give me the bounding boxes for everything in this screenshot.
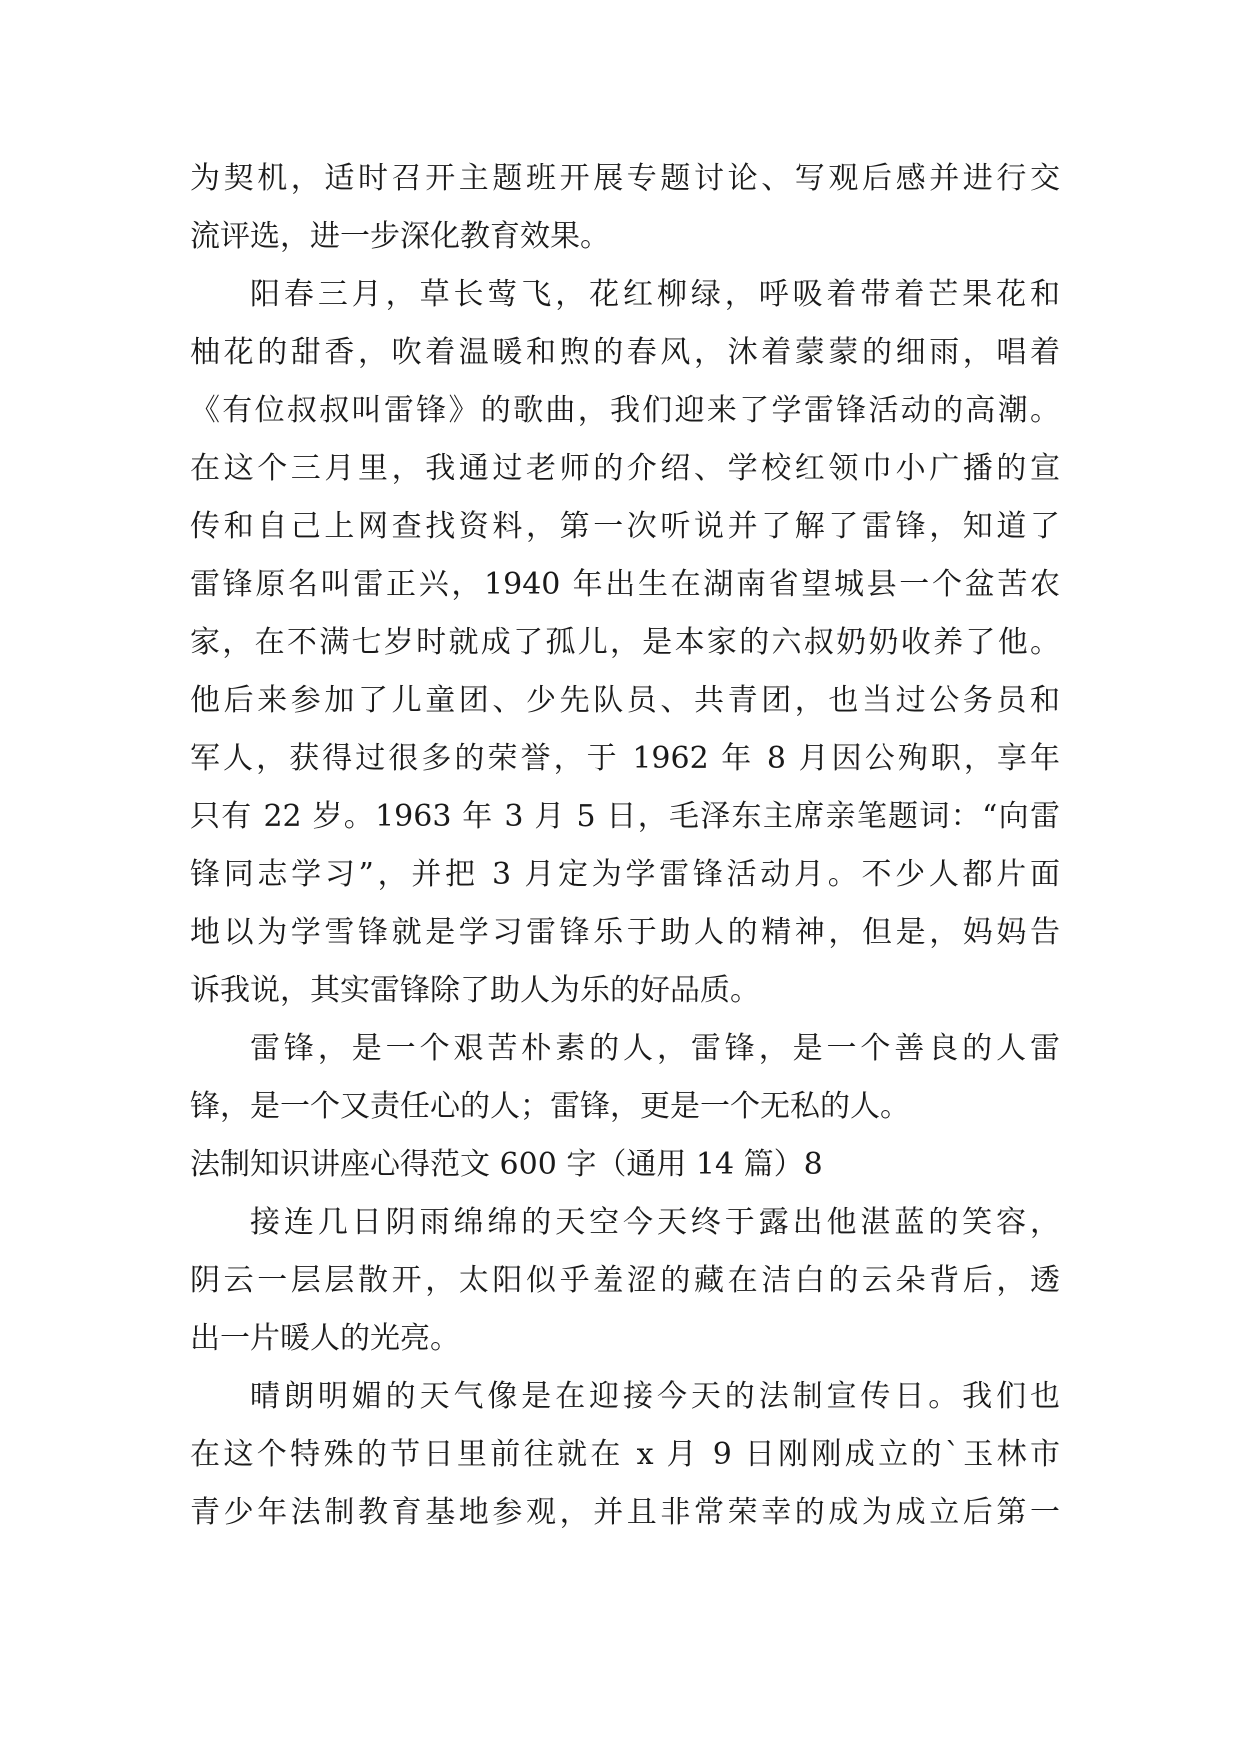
- text-line: 阴云一层层散开，太阳似乎羞涩的藏在洁白的云朵背后，透: [190, 1263, 1060, 1298]
- text-line: 军人，获得过很多的荣誉，于 1962 年 8 月因公殉职，享年: [190, 741, 1060, 776]
- text-line: 家，在不满七岁时就成了孤儿，是本家的六叔奶奶收养了他。: [190, 625, 1060, 660]
- text-line: 流评选，进一步深化教育效果。: [190, 219, 610, 254]
- text-line: 在这个三月里，我通过老师的介绍、学校红领巾小广播的宣: [190, 451, 1060, 486]
- text-line: 只有 22 岁。1963 年 3 月 5 日，毛泽东主席亲笔题词：“向雷: [190, 799, 1060, 834]
- paragraph-first-line: 阳春三月，草长莺飞，花红柳绿，呼吸着带着芒果花和: [250, 277, 1060, 312]
- text-line: 雷锋原名叫雷正兴，1940 年出生在湖南省望城县一个盆苦农: [190, 567, 1060, 602]
- text-line: 他后来参加了儿童团、少先队员、共青团，也当过公务员和: [190, 683, 1060, 718]
- text-line: 诉我说，其实雷锋除了助人为乐的好品质。: [190, 973, 760, 1008]
- text-line: 锋，是一个又责任心的人；雷锋，更是一个无私的人。: [190, 1089, 910, 1124]
- text-line: 地以为学雪锋就是学习雷锋乐于助人的精神，但是，妈妈告: [190, 915, 1060, 950]
- section-heading: 法制知识讲座心得范文 600 字（通用 14 篇）8: [190, 1147, 823, 1182]
- text-line: 《有位叔叔叫雷锋》的歌曲，我们迎来了学雷锋活动的高潮。: [190, 393, 1060, 428]
- paragraph-first-line: 晴朗明媚的天气像是在迎接今天的法制宣传日。我们也: [250, 1379, 1060, 1414]
- text-line: 在这个特殊的节日里前往就在 x 月 9 日刚刚成立的`玉林市: [190, 1437, 1060, 1472]
- paragraph-first-line: 雷锋，是一个艰苦朴素的人，雷锋，是一个善良的人雷: [250, 1031, 1060, 1066]
- text-line: 传和自己上网查找资料，第一次听说并了解了雷锋，知道了: [190, 509, 1060, 544]
- text-line: 出一片暖人的光亮。: [190, 1321, 460, 1356]
- text-line: 青少年法制教育基地参观，并且非常荣幸的成为成立后第一: [190, 1495, 1060, 1530]
- text-line: 锋同志学习”，并把 3 月定为学雷锋活动月。不少人都片面: [190, 857, 1060, 892]
- text-line: 为契机，适时召开主题班开展专题讨论、写观后感并进行交: [190, 161, 1060, 196]
- paragraph-first-line: 接连几日阴雨绵绵的天空今天终于露出他湛蓝的笑容，: [250, 1205, 1060, 1240]
- text-line: 柚花的甜香，吹着温暖和煦的春风，沐着蒙蒙的细雨，唱着: [190, 335, 1060, 370]
- document-page: [190, 150, 1060, 1542]
